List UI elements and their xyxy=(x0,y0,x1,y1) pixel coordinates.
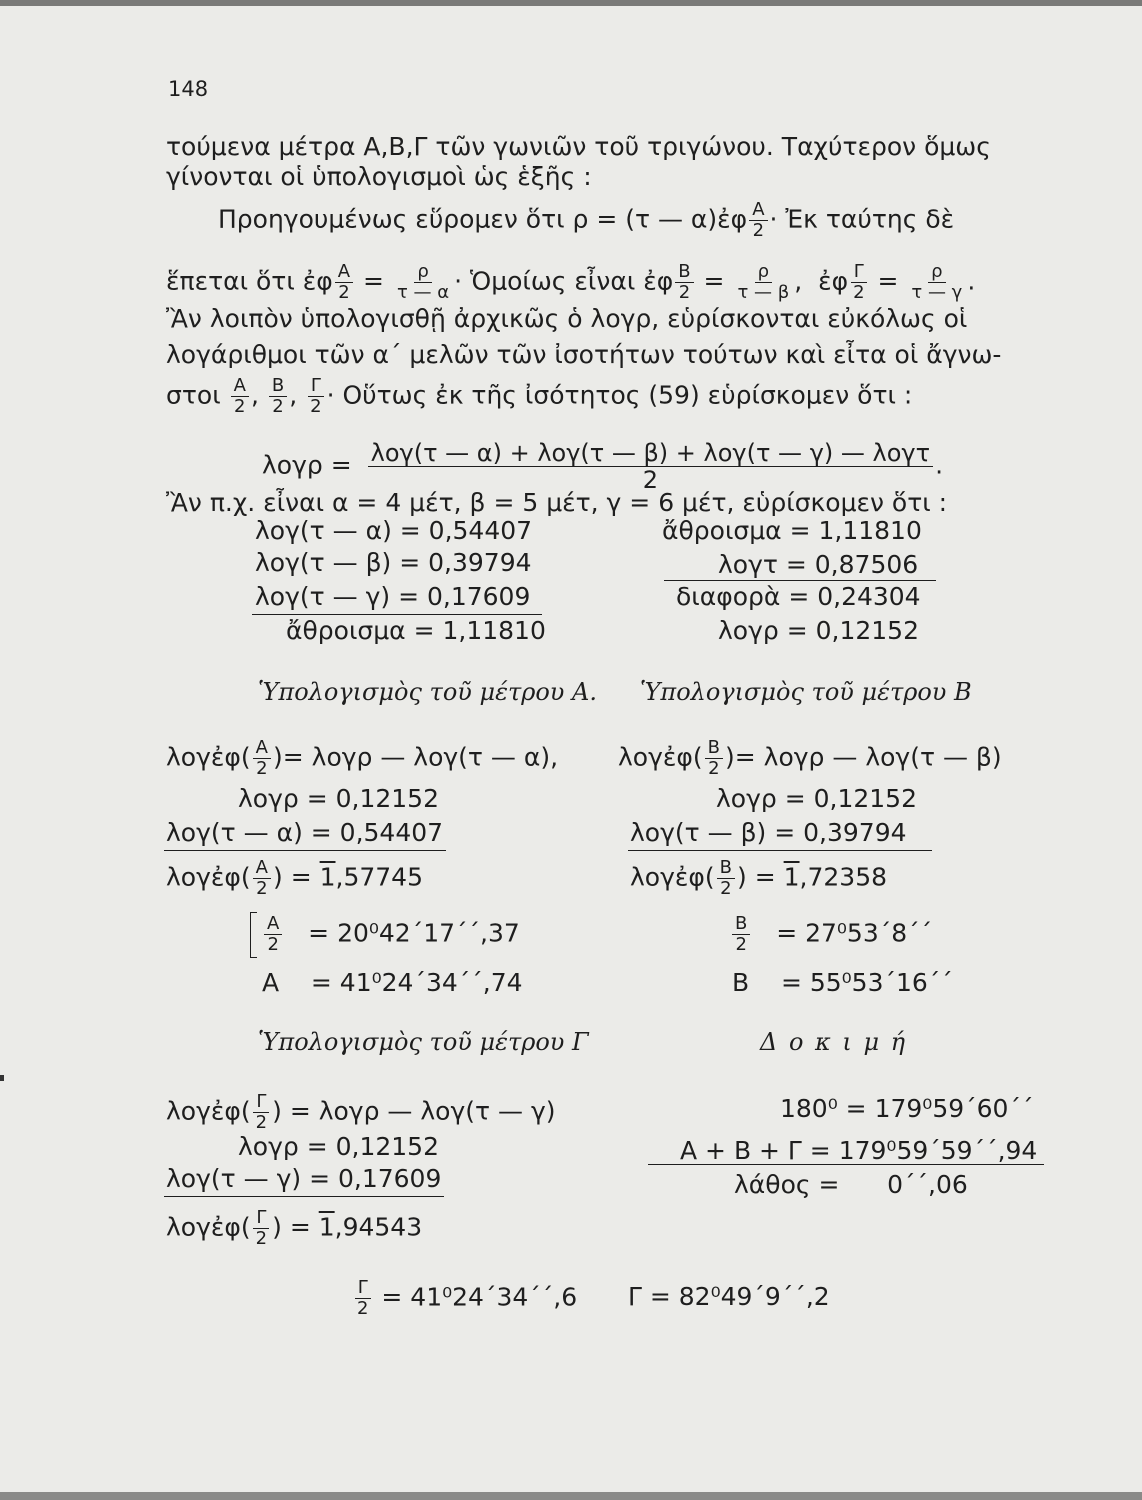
frac-den: 2 xyxy=(234,396,246,417)
frac-num: Β xyxy=(732,914,750,935)
heading-calc-B: Ὑπολογισμὸς τοῦ μέτρου Β xyxy=(640,678,972,706)
frac-num: Α xyxy=(749,200,767,221)
calc-A-res-eq: = xyxy=(290,862,320,892)
frac-num: Β xyxy=(675,262,693,283)
calc-G-res-bar: 1 xyxy=(318,1212,335,1242)
left-sum-row: λογ(τ — γ) = 0,17609 xyxy=(255,582,531,611)
right-sum-row: λογτ = 0,87506 xyxy=(718,550,919,579)
frac-num: Γ xyxy=(308,376,324,397)
fraction xyxy=(705,738,723,779)
intro-line-5: Ἂν λοιπὸν ὑπολογισθῇ ἀρχικῶς ὁ λογρ, εὑρίσκονται εὐκόλως οἱ xyxy=(166,304,968,333)
bracket xyxy=(250,912,257,958)
intro-line-6: λογάριθμοι τῶν α΄ μελῶν τῶν ἰσοτήτων τούτων καὶ εἶτα οἱ ἄγνω- xyxy=(166,340,1002,369)
frac-den: 2 xyxy=(256,878,268,899)
calc-A-full-lbl: Α xyxy=(262,968,280,997)
frac-num: Γ xyxy=(851,262,867,283)
frac-num: Α xyxy=(335,262,353,283)
right-sum-row: διαφορὰ = 0,24304 xyxy=(676,582,921,611)
intro-line-3b: · Ἐκ ταύτης δὲ xyxy=(769,204,955,234)
left-sum-total: ἄθροισμα = 1,11810 xyxy=(286,616,546,645)
check-rule xyxy=(648,1164,1044,1165)
frac-den: τ — γ xyxy=(911,282,963,303)
calc-G-line-2: λογ(τ — γ) = 0,17609 xyxy=(166,1164,442,1193)
frac-num: Β xyxy=(269,376,287,397)
calc-B-result: λογἐφ( $\frac{B}{2}$ ) = 1,72358 xyxy=(630,857,888,899)
frac-den: 2 xyxy=(310,396,322,417)
fraction xyxy=(717,858,735,899)
frac-den: 2 xyxy=(256,758,268,779)
fraction xyxy=(307,376,324,417)
intro-line-3 xyxy=(218,200,954,241)
calc-B-line-1: λογρ = 0,12152 xyxy=(716,784,917,813)
frac-num: Γ xyxy=(253,1092,269,1113)
calc-B-eq-lhs: λογἐφ xyxy=(618,742,693,772)
bottom-scan-edge xyxy=(0,1492,1142,1500)
formula-numerator: λογ(τ — α) + λογ(τ — β) + λογ(τ — γ) — λογτ xyxy=(368,440,933,467)
calc-B-full xyxy=(732,968,953,998)
intro-line-7: στοι $\frac{A}{2}$ , $\frac{B}{2}$ , $\frac{\Gamma}{2}$ · Οὕτως ἐκ τῆς ἰσότητος (59) εὑρίσκομεν ὅτι : xyxy=(166,375,913,417)
calc-G-eq-lhs: λογἐφ xyxy=(166,1096,241,1126)
intro-line-2: γίνονται οἱ ὑπολογισμοὶ ὡς ἑξῆς : xyxy=(166,162,592,191)
calc-B-line-2: λογ(τ — β) = 0,39794 xyxy=(630,818,907,847)
sum-rule xyxy=(664,580,936,581)
check-line-3: λάθος = 0΄΄,06 xyxy=(734,1170,968,1199)
frac-num: ρ xyxy=(755,262,772,283)
fraction xyxy=(253,858,271,899)
intro-line-3a: Προηγουμένως εὕρομεν ὅτι ρ = (τ — α)ἐφ xyxy=(218,204,748,234)
calc-A-res-val: ,57745 xyxy=(335,862,423,892)
calc-G-res-val: ,94543 xyxy=(334,1212,423,1242)
fraction xyxy=(394,262,452,303)
frac-den: 2 xyxy=(708,758,720,779)
fraction xyxy=(253,738,271,779)
fraction-A-2 xyxy=(749,200,767,241)
right-sum-row: ἄθροισμα = 1,11810 xyxy=(662,516,922,545)
calc-B-half-val: = 27⁰53΄8΄΄ xyxy=(776,918,933,948)
calc-A-half-val: = 20⁰42΄17΄΄,37 xyxy=(308,918,520,948)
frac-den: 2 xyxy=(853,282,865,303)
calc-A-res-lhs: λογἐφ xyxy=(166,862,241,892)
calc-B-half xyxy=(730,914,932,955)
frac-den: 2 xyxy=(255,1228,268,1249)
fraction xyxy=(269,376,287,417)
intro-line-4: ἕπεται ὅτι ἐφ $\frac{A}{2}$ = $\frac{\rho}{\tau — \alpha}$ · Ὁμοίως εἶναι ἐφ $\frac{B}{2}$ = $\frac{\rho}{\tau — \beta}$ , ἐφ $\frac{\Gamma}{2}$ = $\frac{\rho}{\tau — \gamma}$ . xyxy=(166,261,976,303)
formula-lhs: λογρ = xyxy=(262,450,352,480)
fraction xyxy=(264,914,282,955)
top-scan-edge xyxy=(0,0,1142,6)
fraction xyxy=(354,1278,371,1319)
example-line: Ἂν π.χ. εἶναι α = 4 μέτ, β = 5 μέτ, γ = 6 μέτ, εὑρίσκομεν ὅτι : xyxy=(166,488,948,517)
page-number: 148 xyxy=(168,77,209,101)
frac-num: Α xyxy=(253,858,271,879)
calc-G-res-eq: = xyxy=(289,1212,319,1242)
calc-B-full-lbl: Β xyxy=(732,968,750,997)
frac-num: Β xyxy=(705,738,723,759)
right-sum-row: λογρ = 0,12152 xyxy=(718,616,919,645)
frac-den: τ — β xyxy=(737,282,790,303)
frac-num: ρ xyxy=(414,262,431,283)
intro-line-4b: · Ὁμοίως εἶναι ἐφ xyxy=(454,266,674,296)
intro-line-4c: ἐφ xyxy=(818,266,849,296)
scan-mark xyxy=(0,1075,4,1081)
fraction xyxy=(732,914,750,955)
heading-calc-G: Ὑπολογισμὸς τοῦ μέτρου Γ xyxy=(258,1028,589,1056)
frac-den: 2 xyxy=(357,1298,369,1319)
calc-B-res-val: ,72358 xyxy=(799,862,888,892)
frac-num: ρ xyxy=(928,262,945,283)
calc-A-result: λογἐφ( $\frac{A}{2}$ ) = 1,57745 xyxy=(166,857,423,899)
frac-num: Α xyxy=(264,914,282,935)
calc-rule xyxy=(164,1196,444,1197)
fraction xyxy=(850,262,867,303)
check-line-2: Α + Β + Γ = 179⁰59΄59΄΄,94 xyxy=(680,1136,1038,1165)
frac-den: τ — α xyxy=(396,282,450,303)
check-line-1: 180⁰ = 179⁰59΄60΄΄ xyxy=(780,1094,1034,1123)
frac-den: 2 xyxy=(720,878,732,899)
frac-num: Γ xyxy=(253,1208,269,1229)
frac-num: Γ xyxy=(355,1278,371,1299)
frac-den: 2 xyxy=(752,220,765,241)
calc-A-full xyxy=(262,968,523,998)
frac-den: 2 xyxy=(338,282,350,303)
calc-G-full: Γ = 82⁰49΄9΄΄,2 xyxy=(628,1282,830,1311)
fraction xyxy=(734,262,792,303)
heading-calc-A: Ὑπολογισμὸς τοῦ μέτρου Α. xyxy=(258,678,597,706)
calc-A-eq-lhs: λογἐφ xyxy=(166,742,241,772)
calc-A-line-1: λογρ = 0,12152 xyxy=(238,784,439,813)
calc-G-half-val: = 41⁰24΄34΄΄,6 xyxy=(381,1282,578,1312)
fraction xyxy=(231,376,249,417)
frac-den: 2 xyxy=(267,934,279,955)
fraction xyxy=(253,1092,270,1133)
calc-G-res-lhs: λογἐφ xyxy=(166,1212,241,1242)
calc-B-equation: λογἐφ( $\frac{B}{2}$ )= λογρ — λογ(τ — β) xyxy=(618,737,1002,779)
calc-B-res-eq: = xyxy=(754,862,784,892)
formula-fraction xyxy=(368,440,933,493)
formula-denominator: 2 xyxy=(642,466,658,494)
fraction xyxy=(335,262,353,303)
sum-rule xyxy=(252,614,542,615)
frac-den: 2 xyxy=(255,1112,268,1133)
intro-line-4a: ἕπεται ὅτι ἐφ xyxy=(166,266,333,296)
calc-A-equation: λογἐφ( $\frac{A}{2}$ )= λογρ — λογ(τ — α), xyxy=(166,737,559,779)
calc-A-eq-rhs: = λογρ — λογ(τ — α), xyxy=(282,742,559,772)
intro-line-1: τούμενα μέτρα Α,Β,Γ τῶν γωνιῶν τοῦ τριγώνου. Ταχύτερον ὅμως xyxy=(166,132,991,161)
calc-rule xyxy=(628,850,932,851)
calc-G-result: λογἐφ( $\frac{\Gamma}{2}$ ) = 1,94543 xyxy=(166,1207,423,1249)
calc-A-line-2: λογ(τ — α) = 0,54407 xyxy=(166,818,444,847)
calc-A-full-val: = 41⁰24΄34΄΄,74 xyxy=(310,968,523,997)
fraction xyxy=(253,1208,270,1249)
frac-num: Α xyxy=(231,376,249,397)
frac-num: Α xyxy=(253,738,271,759)
calc-A-half xyxy=(262,914,520,955)
intro-line-7b: Οὕτως ἐκ τῆς ἰσότητος (59) εὑρίσκομεν ὅτι : xyxy=(342,380,913,410)
left-sum-row: λογ(τ — α) = 0,54407 xyxy=(255,516,533,545)
calc-A-res-bar: 1 xyxy=(319,862,336,892)
calc-B-res-lhs: λογἐφ xyxy=(630,862,705,892)
calc-G-half xyxy=(352,1278,577,1319)
frac-den: 2 xyxy=(272,396,284,417)
fraction xyxy=(675,262,693,303)
calc-B-res-bar: 1 xyxy=(783,862,800,892)
frac-den: 2 xyxy=(678,282,691,303)
intro-line-7a: στοι xyxy=(166,380,221,410)
calc-B-eq-rhs: = λογρ — λογ(τ — β) xyxy=(734,742,1002,772)
frac-den: 2 xyxy=(735,934,747,955)
heading-check: Δ ο κ ι μ ή xyxy=(760,1028,908,1056)
fraction xyxy=(908,262,965,303)
calc-rule xyxy=(164,850,446,851)
left-sum-row: λογ(τ — β) = 0,39794 xyxy=(255,548,532,577)
frac-num: Β xyxy=(717,858,735,879)
calc-G-eq-rhs: = λογρ — λογ(τ — γ) xyxy=(289,1096,556,1126)
formula: λογρ = $\frac{\text{λογ(τ — α) + λογ(τ — β) + λογ(τ — γ) — λογτ}}{2}$ . xyxy=(262,439,944,494)
calc-B-full-val: = 55⁰53΄16΄΄ xyxy=(780,968,953,997)
calc-G-line-1: λογρ = 0,12152 xyxy=(238,1132,439,1161)
calc-G-equation: λογἐφ( $\frac{\Gamma}{2}$ ) = λογρ — λογ(τ — γ) xyxy=(166,1091,556,1133)
